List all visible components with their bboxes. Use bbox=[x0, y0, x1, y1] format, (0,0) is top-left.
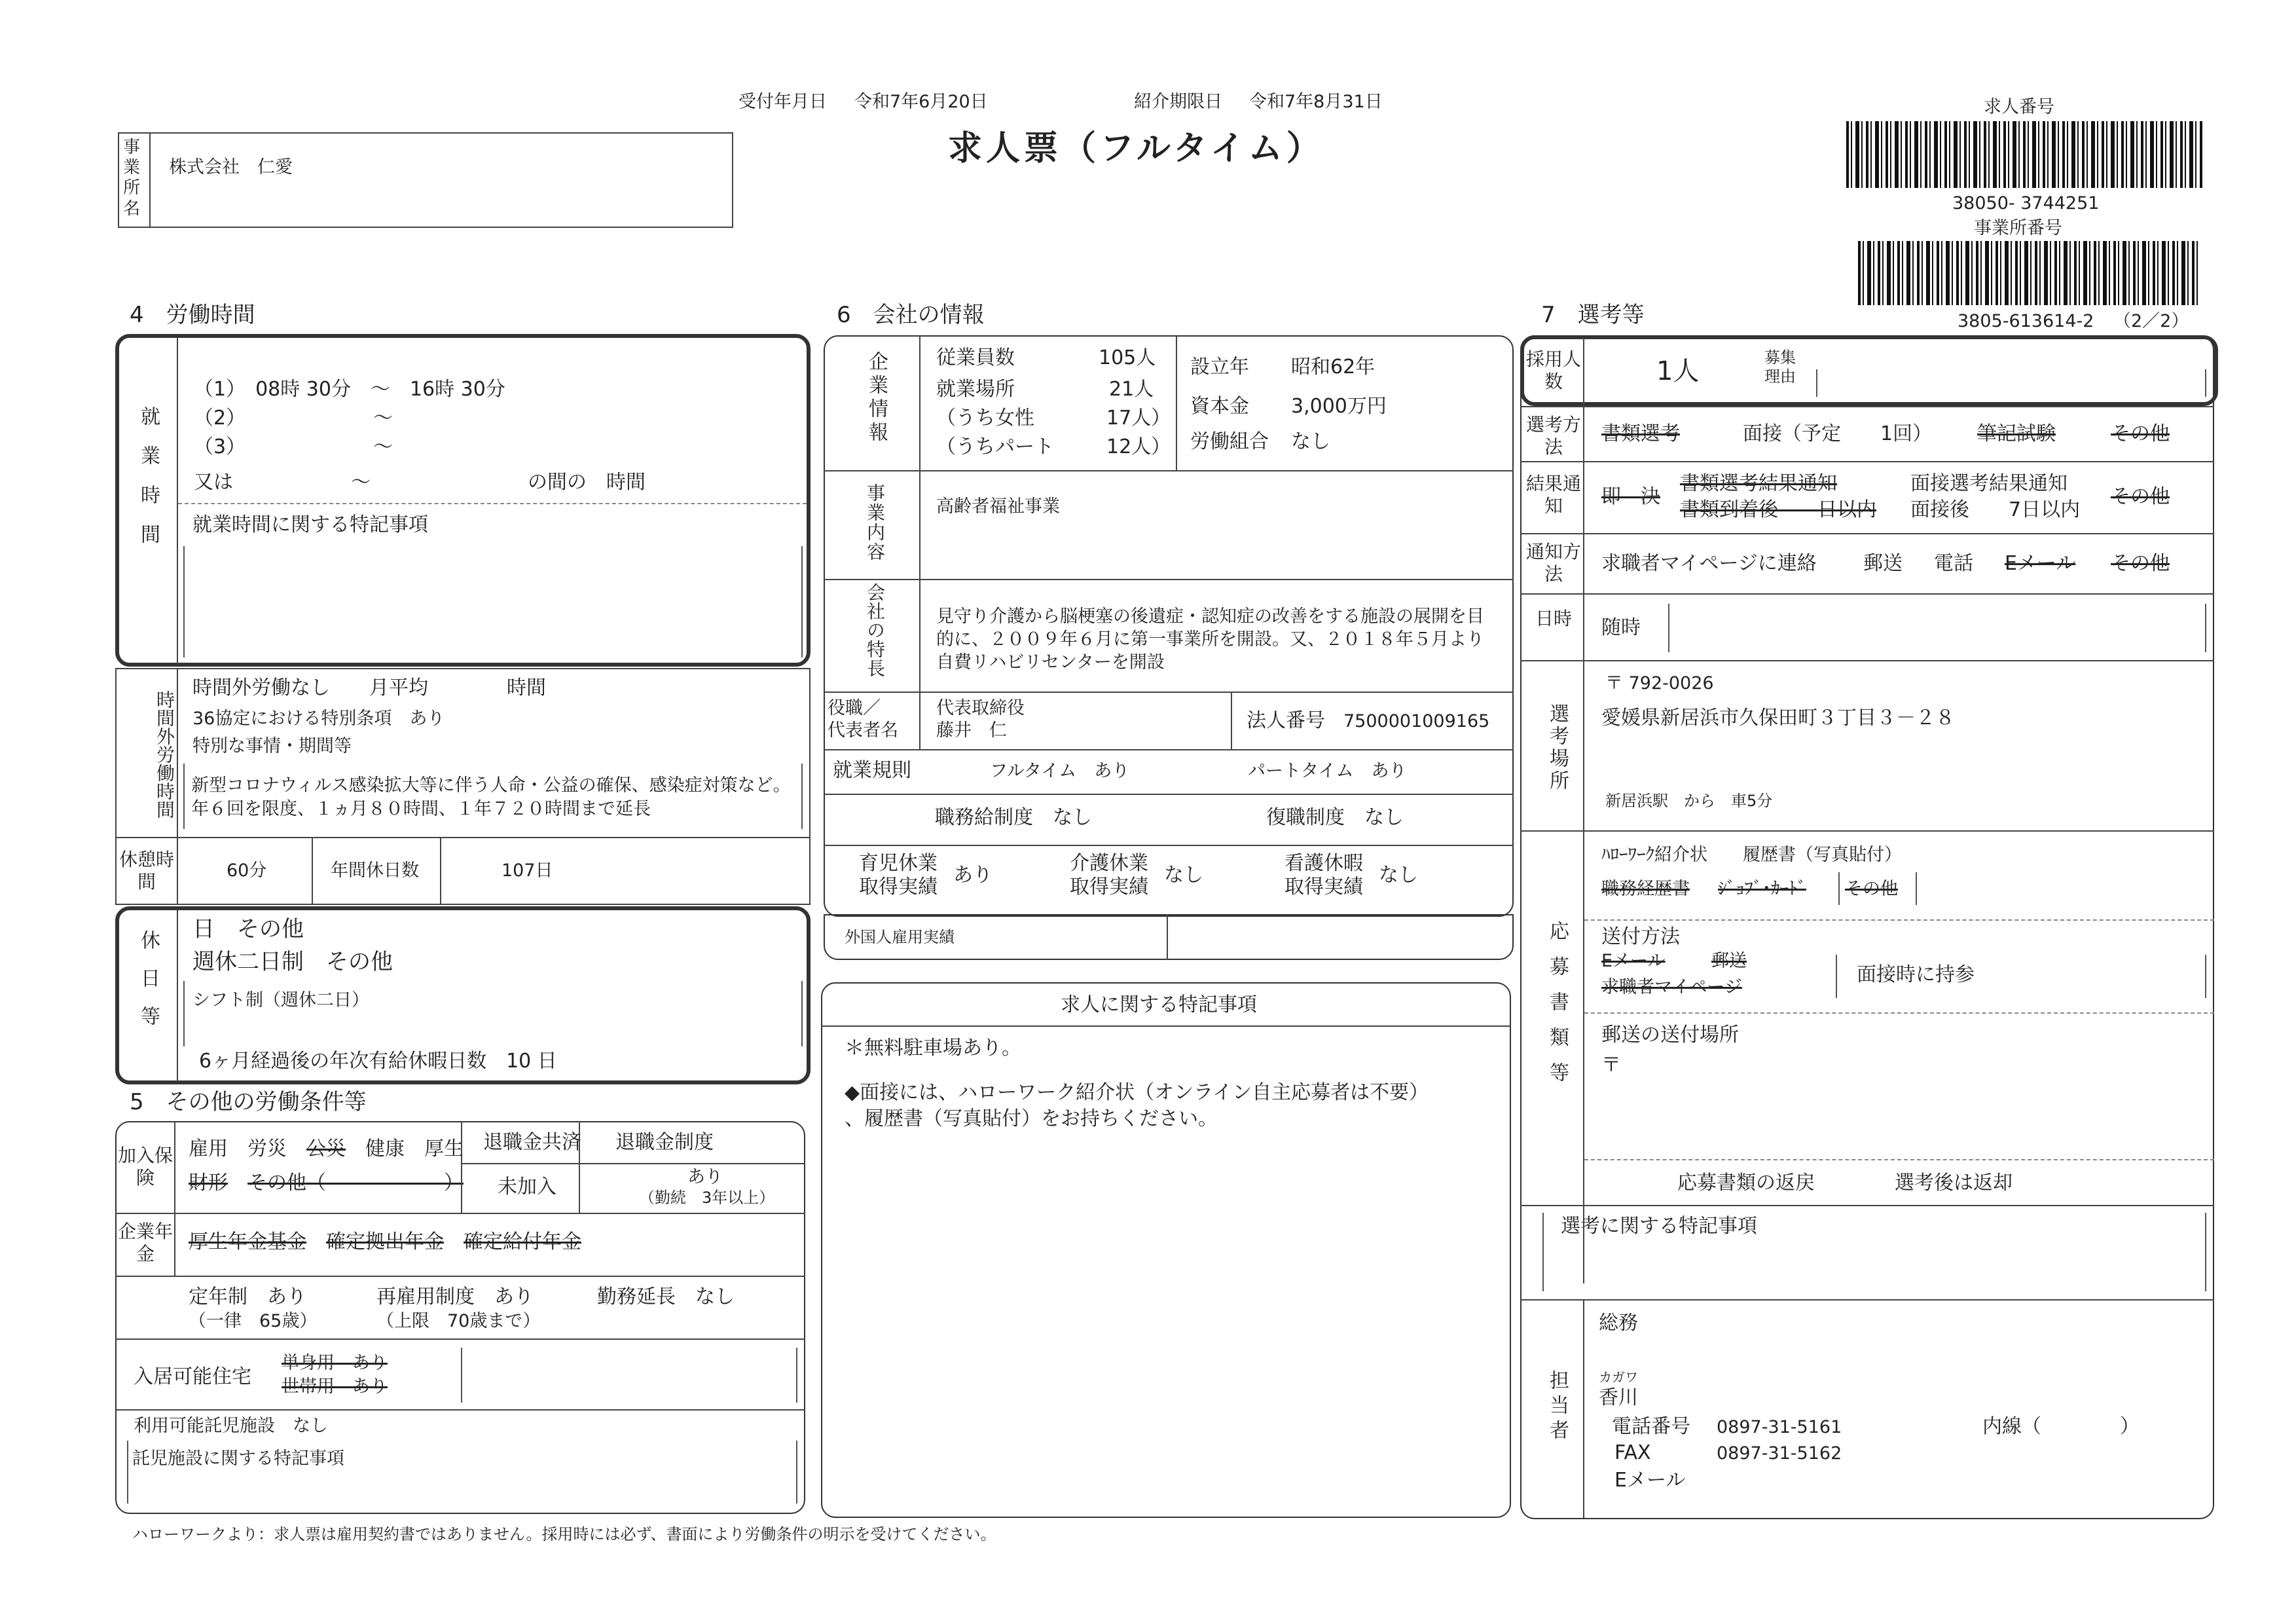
holiday-2: 週休二日制 その他 bbox=[192, 949, 393, 975]
doc-other: その他 bbox=[1845, 879, 1898, 899]
special-1: ＊無料駐車場あり。 bbox=[845, 1037, 1021, 1060]
office-box bbox=[118, 132, 733, 228]
work-hours-label: 就業時間 bbox=[137, 406, 160, 563]
women-value: 17人） bbox=[1106, 407, 1171, 430]
zip-code: 〒 792-0026 bbox=[1605, 673, 1714, 693]
retirement-age: 定年制 あり bbox=[189, 1285, 306, 1308]
fax-label: FAX bbox=[1614, 1441, 1651, 1464]
care-leave-value: なし bbox=[1164, 864, 1203, 887]
biz-barcode bbox=[1858, 241, 2198, 305]
result-interview-days: 面接後 7日以内 bbox=[1910, 498, 2081, 521]
place-label: 選考場所 bbox=[1546, 703, 1569, 792]
contact-name: 香川 bbox=[1599, 1386, 1638, 1409]
or-line: 又は ～ の間の 時間 bbox=[194, 471, 646, 494]
job-no: 38050- 3744251 bbox=[1952, 193, 2100, 213]
biz-content-label: 事業内容 bbox=[864, 483, 886, 562]
capital-value: 3,000万円 bbox=[1291, 395, 1387, 418]
childcare: 利用可能託児施設 なし bbox=[134, 1416, 328, 1436]
reinstatement: 復職制度 なし bbox=[1266, 806, 1404, 829]
contact-kana: カガワ bbox=[1599, 1369, 1638, 1385]
doc-jobcard: ｼﾞｮﾌﾞ･ｶｰﾄﾞ bbox=[1718, 879, 1806, 899]
special-3: 、履歴書（写真貼付）をお持ちください。 bbox=[845, 1107, 1218, 1130]
foreign-label: 外国人雇用実績 bbox=[845, 928, 955, 946]
biz-content: 高齢者福祉事業 bbox=[936, 496, 1060, 517]
childcare-leave-label2: 取得実績 bbox=[859, 876, 938, 898]
contact-dept: 総務 bbox=[1599, 1312, 1638, 1335]
pen-fund: 厚生年金基金 bbox=[189, 1230, 306, 1253]
doc-referral-resume: ﾊﾛｰﾜｰｸ紹介状 履歴書（写真貼付） bbox=[1601, 845, 1902, 865]
s4-heading: 4 労働時間 bbox=[130, 302, 255, 328]
method-doc: 書類選考 bbox=[1601, 422, 1680, 445]
retire-mutual-value: 未加入 bbox=[498, 1175, 556, 1198]
overtime-note: 新型コロナウィルス感染拡大等に伴う人命・公益の確保、感染症対策など。年６回を限度、１ヵ月８０時間、１年７２０時間まで延長 bbox=[191, 775, 791, 820]
notify-mail: 郵送 bbox=[1863, 552, 1903, 575]
annual-holiday-label: 年間休日数 bbox=[331, 860, 419, 881]
return-value: 選考後は返却 bbox=[1895, 1172, 2013, 1194]
est-label: 設立年 bbox=[1190, 356, 1249, 378]
emp-label: 従業員数 bbox=[936, 346, 1015, 369]
reason-label: 募集理由 bbox=[1764, 348, 1796, 386]
selection-note: 選考に関する特記事項 bbox=[1561, 1215, 1757, 1238]
send-mail: 郵送 bbox=[1711, 951, 1747, 971]
holiday-1: 日 その他 bbox=[192, 916, 304, 942]
rep-label-1: 役職／ bbox=[828, 698, 881, 718]
office-label: 事業所名 bbox=[123, 138, 141, 219]
deadline-date: 令和7年8月31日 bbox=[1249, 92, 1383, 112]
retire-system-label: 退職金制度 bbox=[615, 1131, 714, 1154]
ins-employment: 雇用 bbox=[189, 1137, 228, 1160]
s6-heading: 6 会社の情報 bbox=[837, 302, 985, 328]
shift-3: （3） ～ bbox=[194, 435, 393, 458]
page-title: 求人票（フルタイム） bbox=[948, 129, 1324, 168]
received-date: 令和7年6月20日 bbox=[854, 92, 988, 112]
footer-note: ハローワークより：求人票は雇用契約書ではありません。採用時には必ず、書面により労働条件の明示を受けてください。 bbox=[132, 1525, 996, 1543]
ins-other: その他（ ） bbox=[247, 1172, 464, 1194]
result-label: 結果通知 bbox=[1525, 473, 1581, 517]
ext-label: 内線（ ） bbox=[1982, 1415, 2140, 1438]
access: 新居浜駅 から 車5分 bbox=[1605, 792, 1773, 810]
contact-label: 担当者 bbox=[1546, 1370, 1569, 1445]
biz-no: 3805-613614-2 bbox=[1958, 311, 2094, 331]
date-value: 随時 bbox=[1601, 616, 1641, 639]
biz-no-label: 事業所番号 bbox=[1974, 218, 2062, 238]
rules-label: 就業規則 bbox=[833, 759, 911, 782]
paid-leave: 6ヶ月経過後の年次有給休暇日数 10 日 bbox=[199, 1050, 557, 1073]
corp-info-label: 企業情報 bbox=[865, 351, 888, 445]
ins-accident: 労災 bbox=[247, 1137, 287, 1160]
capital-label: 資本金 bbox=[1190, 395, 1249, 418]
job-barcode bbox=[1846, 121, 2203, 188]
shift-2: （2） ～ bbox=[194, 407, 393, 430]
send-email: Eメール bbox=[1601, 951, 1666, 971]
shift-1: （1） 08時 30分 ～ 16時 30分 bbox=[194, 378, 505, 401]
feature-text: 見守り介護から脳梗塞の後遺症・認知症の改善をする施設の展開を目的に、２００９年６月に第一事業所を開設。又、２０１８年５月より自費リハビリセンターを開設 bbox=[936, 606, 1484, 673]
housing-family: 世帯用 あり bbox=[282, 1376, 388, 1397]
site-label: 就業場所 bbox=[936, 378, 1015, 401]
address: 愛媛県新居浜市久保田町３丁目３－２８ bbox=[1601, 707, 1955, 729]
childcare-leave-label1: 育児休業 bbox=[859, 852, 938, 875]
work-note-label: 就業時間に関する特記事項 bbox=[192, 513, 428, 536]
pension-label: 企業年金 bbox=[118, 1221, 173, 1264]
care-leave-label1: 介護休業 bbox=[1070, 852, 1148, 875]
retire-system-value1: あり bbox=[687, 1167, 723, 1187]
housing-label: 入居可能住宅 bbox=[134, 1365, 251, 1388]
rep-label-2: 代表者名 bbox=[828, 720, 898, 741]
part-value: 12人） bbox=[1106, 435, 1171, 458]
annual-holiday-value: 107日 bbox=[501, 860, 553, 881]
ins-health: 健康 bbox=[365, 1137, 405, 1160]
email-label: Eメール bbox=[1614, 1469, 1686, 1492]
retirement-age-sub: （一律 65歳） bbox=[189, 1311, 318, 1331]
job-no-label: 求人番号 bbox=[1984, 97, 2054, 117]
corp-number: 7500001009165 bbox=[1343, 711, 1490, 731]
rep-name: 藤井 仁 bbox=[936, 720, 1007, 741]
date-label: 日時 bbox=[1535, 608, 1572, 629]
union-value: なし bbox=[1291, 430, 1330, 453]
deadline-label: 紹介期限日 bbox=[1134, 92, 1222, 112]
childcare-note: 託児施設に関する特記事項 bbox=[132, 1449, 344, 1469]
nursing-leave-value: なし bbox=[1379, 864, 1418, 887]
insurance-label: 加入保険 bbox=[118, 1145, 173, 1189]
hire-count: 1人 bbox=[1656, 356, 1700, 386]
site-value: 21人 bbox=[1109, 378, 1154, 401]
method-interview: 面接（予定 1回） bbox=[1743, 422, 1933, 445]
part-label: （うちパート bbox=[936, 435, 1054, 458]
retire-mutual-label: 退職金共済 bbox=[483, 1131, 581, 1154]
ins-pension: 厚生 bbox=[424, 1137, 464, 1160]
ins-asset: 財形 bbox=[189, 1172, 228, 1194]
break-label: 休憩時間 bbox=[118, 849, 174, 893]
send-mypage: 求職者マイページ bbox=[1601, 977, 1742, 997]
pen-dc: 確定拠出年金 bbox=[326, 1230, 444, 1253]
rules-part: パートタイム あり bbox=[1248, 761, 1407, 781]
rules-full: フルタイム あり bbox=[990, 761, 1130, 781]
special-2: ◆面接には、ハローワーク紹介状（オンライン自主応募者は不要） bbox=[845, 1081, 1429, 1104]
nursing-leave-label2: 取得実績 bbox=[1285, 876, 1363, 898]
break-value: 60分 bbox=[227, 860, 267, 881]
est-value: 昭和62年 bbox=[1291, 356, 1376, 378]
doc-career: 職務経歴書 bbox=[1601, 879, 1690, 899]
rep-title: 代表取締役 bbox=[936, 698, 1025, 718]
docs-label: 応募書類等 bbox=[1546, 921, 1569, 1098]
rehire: 再雇用制度 あり bbox=[376, 1285, 534, 1308]
send-label: 送付方法 bbox=[1601, 925, 1680, 948]
return-label: 応募書類の返戻 bbox=[1677, 1172, 1815, 1194]
office-name: 株式会社 仁愛 bbox=[169, 157, 293, 177]
method-written: 筆記試験 bbox=[1977, 422, 2056, 445]
corp-number-label: 法人番号 bbox=[1247, 709, 1325, 732]
result-other: その他 bbox=[2111, 485, 2170, 508]
work-note-field bbox=[183, 546, 803, 657]
overtime-label: 時間外労働時間 bbox=[154, 690, 175, 819]
notify-phone: 電話 bbox=[1934, 552, 1973, 575]
received-label: 受付年月日 bbox=[738, 92, 827, 112]
send-note: 面接時に持参 bbox=[1857, 963, 1975, 986]
care-leave-label2: 取得実績 bbox=[1070, 876, 1148, 898]
method-other: その他 bbox=[2111, 422, 2170, 445]
childcare-leave-value: あり bbox=[953, 864, 993, 887]
work-extension: 勤務延長 なし bbox=[597, 1285, 735, 1308]
overtime-line1: 時間外労働なし 月平均 時間 bbox=[192, 676, 546, 699]
special-heading: 求人に関する特記事項 bbox=[1061, 993, 1257, 1016]
overtime-line3: 特別な事情・期間等 bbox=[192, 736, 352, 756]
result-interview-notice: 面接選考結果通知 bbox=[1910, 472, 2068, 495]
special-box bbox=[821, 982, 1511, 1518]
union-label: 労働組合 bbox=[1190, 430, 1269, 453]
mail-address-label: 郵送の送付場所 bbox=[1601, 1024, 1739, 1046]
feature-label: 会社の特長 bbox=[864, 583, 886, 678]
result-immediate: 即 決 bbox=[1601, 485, 1660, 508]
notify-email: Eメール bbox=[2005, 552, 2076, 575]
pen-db: 確定給付年金 bbox=[464, 1230, 581, 1253]
s5-heading: 5 その他の労働条件等 bbox=[130, 1089, 367, 1115]
notify-other: その他 bbox=[2111, 552, 2170, 575]
housing-single: 単身用 あり bbox=[282, 1353, 388, 1373]
women-label: （うち女性 bbox=[936, 407, 1034, 430]
result-doc-notice: 書類選考結果通知 bbox=[1680, 472, 1837, 495]
ins-public: 公災 bbox=[306, 1137, 346, 1160]
nursing-leave-label1: 看護休暇 bbox=[1285, 852, 1363, 875]
fax-value: 0897-31-5162 bbox=[1717, 1443, 1842, 1464]
page-number: （2／2） bbox=[2113, 311, 2189, 331]
holiday-label: 休日等 bbox=[137, 930, 160, 1044]
hire-label: 採用人数 bbox=[1525, 348, 1581, 392]
holiday-note: シフト制（週休二日） bbox=[192, 990, 369, 1010]
s7-heading: 7 選考等 bbox=[1541, 302, 1645, 328]
method-label: 選考方法 bbox=[1525, 414, 1581, 458]
tel-label: 電話番号 bbox=[1612, 1415, 1690, 1438]
tel-value: 0897-31-5161 bbox=[1717, 1417, 1842, 1437]
retire-system-value2: （勤続 3年以上） bbox=[639, 1189, 775, 1207]
notify-mypage: 求職者マイページに連絡 bbox=[1601, 552, 1817, 575]
result-doc-days: 書類到着後 日以内 bbox=[1680, 498, 1876, 521]
emp-value: 105人 bbox=[1099, 346, 1156, 369]
mail-zip: 〒 bbox=[1601, 1054, 1621, 1077]
overtime-line2: 36協定における特別条項 あり bbox=[192, 709, 445, 729]
pos-pay-system: 職務給制度 なし bbox=[935, 806, 1092, 829]
notify-label: 通知方法 bbox=[1525, 541, 1581, 585]
rehire-sub: （上限 70歳まで） bbox=[376, 1311, 541, 1331]
